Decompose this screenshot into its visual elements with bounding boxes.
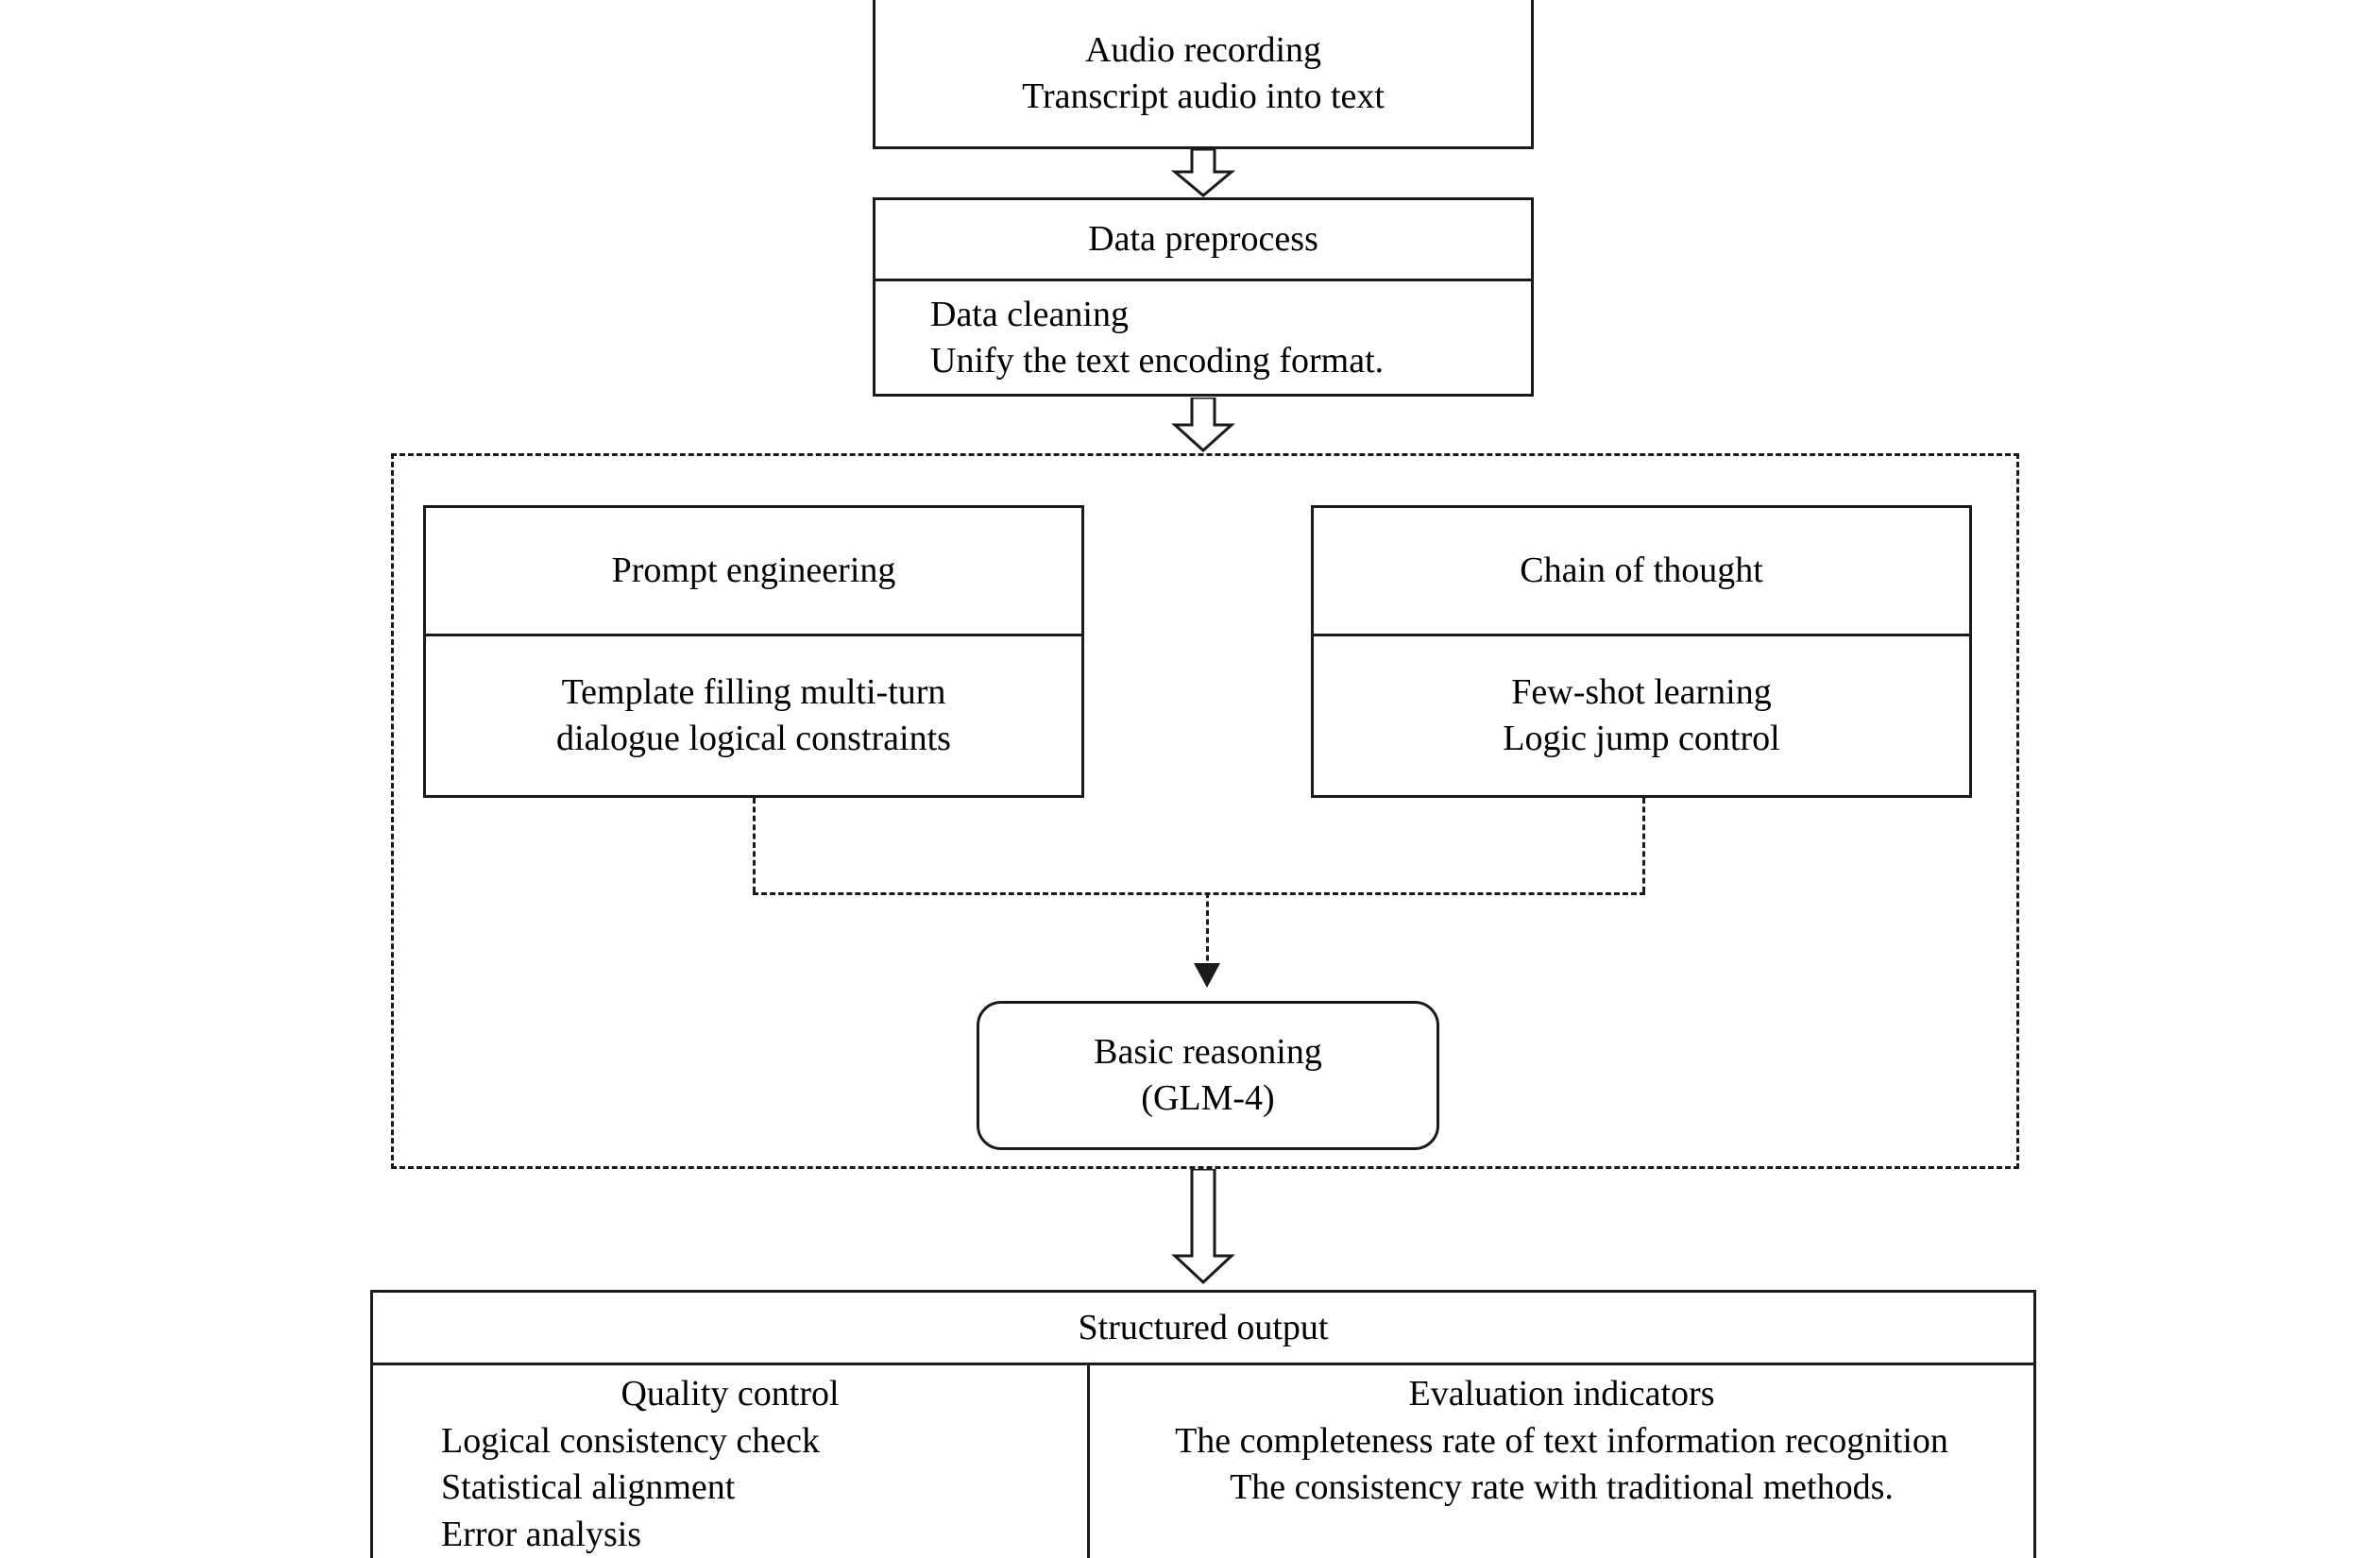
audio-recording-content (876, 0, 1531, 146)
structured-output-title: Structured output (1078, 1307, 1329, 1347)
structured-output-quality-control (373, 1365, 1087, 1558)
node-audio-recording (873, 0, 1534, 149)
node-data-preprocess (873, 197, 1534, 397)
chain-of-thought-title: Chain of thought (1520, 550, 1763, 591)
data-preprocess-content (876, 279, 1531, 394)
basic-reasoning-line-1: Basic reasoning (1094, 1032, 1322, 1073)
arrow-preprocess-to-reasoning-group (1169, 398, 1237, 452)
data-preprocess-line-1: Data cleaning (930, 294, 1129, 334)
arrowhead-to-reasoning (1191, 961, 1223, 994)
structured-output-columns (373, 1363, 2033, 1558)
arrow-audio-to-preprocess (1169, 149, 1237, 197)
arrow-reasoning-to-output (1169, 1169, 1237, 1284)
dashed-connector-to-reasoning (1206, 892, 1209, 970)
quality-control-item-3: Error analysis (441, 1514, 642, 1554)
quality-control-title: Quality control (620, 1374, 840, 1414)
data-preprocess-line-2: Unify the text encoding format. (930, 340, 1385, 381)
quality-control-item-2: Statistical alignment (441, 1467, 736, 1508)
dashed-connector-prompt-down (753, 798, 756, 892)
chain-of-thought-line-1: Few-shot learning (1511, 672, 1772, 713)
audio-recording-line-1: Audio recording (1084, 29, 1322, 70)
data-preprocess-title: Data preprocess (1088, 219, 1318, 260)
structured-output-evaluation-indicators (1087, 1365, 2033, 1558)
dashed-connector-merge-horizontal (753, 892, 1645, 895)
node-structured-output (370, 1290, 2036, 1558)
basic-reasoning-content (979, 1004, 1436, 1147)
evaluation-indicators-item-2: The consistency rate with traditional methods. (1230, 1467, 1894, 1508)
node-chain-of-thought (1311, 505, 1972, 798)
prompt-engineering-title: Prompt engineering (611, 550, 896, 591)
prompt-engineering-line-1: Template filling multi-turn (561, 672, 946, 713)
prompt-engineering-line-2: dialogue logical constraints (556, 719, 951, 758)
prompt-engineering-content (426, 634, 1081, 795)
evaluation-indicators-title: Evaluation indicators (1408, 1374, 1715, 1414)
audio-recording-line-2: Transcript audio into text (1022, 76, 1385, 116)
node-prompt-engineering (423, 505, 1084, 798)
quality-control-item-1: Logical consistency check (441, 1420, 820, 1461)
basic-reasoning-line-2: (GLM-4) (1141, 1078, 1275, 1118)
evaluation-indicators-item-1: The completeness rate of text information recognition (1175, 1420, 1948, 1461)
chain-of-thought-content (1314, 634, 1969, 795)
dashed-connector-cot-down (1642, 798, 1645, 892)
node-basic-reasoning (977, 1001, 1439, 1150)
chain-of-thought-line-2: Logic jump control (1503, 719, 1780, 758)
